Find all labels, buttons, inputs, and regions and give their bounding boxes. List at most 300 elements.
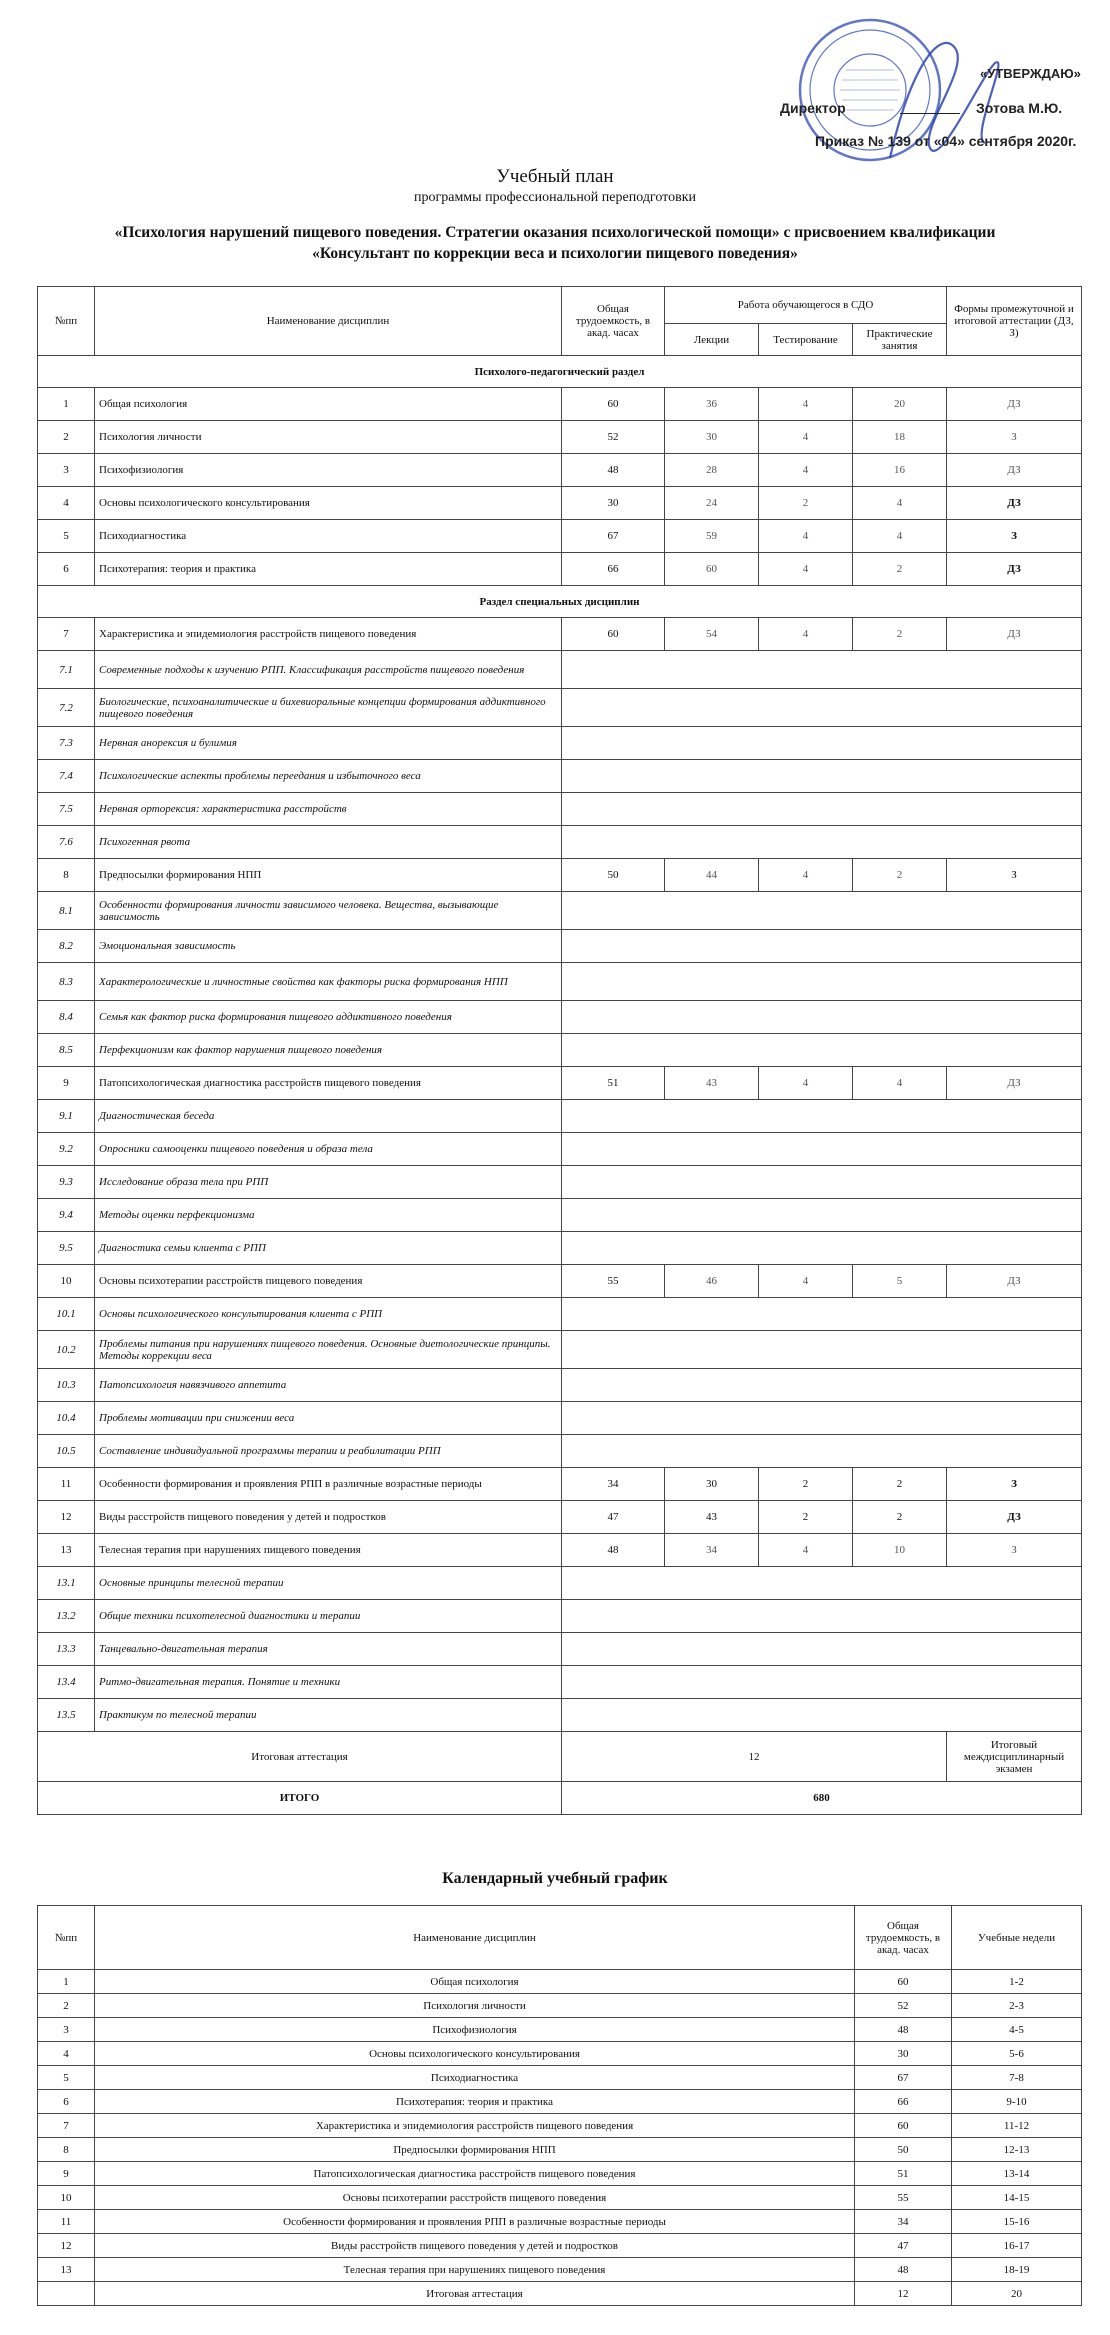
- row-name: Виды расстройств пищевого поведения у детей и подростков: [95, 1501, 562, 1534]
- subrow-num: 13.1: [38, 1567, 95, 1600]
- row-practice: 4: [853, 1067, 947, 1100]
- subrow-num: 13.2: [38, 1600, 95, 1633]
- table-row: [38, 553, 1082, 586]
- subrow-name: Патопсихология навязчивого аппетита: [95, 1369, 562, 1402]
- row-practice: 2: [853, 618, 947, 651]
- subrow-empty: [562, 651, 1082, 689]
- row-lectures: 54: [665, 618, 759, 651]
- sched-weeks: 9-10: [952, 2090, 1082, 2114]
- row-practice: 4: [853, 487, 947, 520]
- subrow-empty: [562, 826, 1082, 859]
- row-form: З: [947, 1534, 1082, 1567]
- sched-hours: 52: [855, 1994, 952, 2018]
- table-subrow: [38, 930, 1082, 963]
- row-name: Психодиагностика: [95, 520, 562, 553]
- subrow-name: Нервная орторексия: характеристика расстройств: [95, 793, 562, 826]
- subrow-empty: [562, 1331, 1082, 1369]
- subrow-num: 10.2: [38, 1331, 95, 1369]
- schedule-table: [37, 1905, 1082, 2306]
- table-row: [38, 1970, 1082, 1994]
- subrow-empty: [562, 1232, 1082, 1265]
- row-num: 11: [38, 1468, 95, 1501]
- row-form: ДЗ: [947, 1265, 1082, 1298]
- row-name: Основы психологического консультирования: [95, 487, 562, 520]
- subrow-name: Исследование образа тела при РПП: [95, 1166, 562, 1199]
- row-lectures: 44: [665, 859, 759, 892]
- subrow-num: 9.3: [38, 1166, 95, 1199]
- sched-weeks: 20: [952, 2282, 1082, 2306]
- row-num: 8: [38, 859, 95, 892]
- row-form: ДЗ: [947, 454, 1082, 487]
- table-row: [38, 1501, 1082, 1534]
- subrow-num: 7.2: [38, 689, 95, 727]
- row-name: Патопсихологическая диагностика расстройств пищевого поведения: [95, 1067, 562, 1100]
- col-num: №пп: [38, 287, 95, 356]
- row-testing: 2: [759, 1468, 853, 1501]
- subrow-name: Танцевально-двигательная терапия: [95, 1633, 562, 1666]
- row-name: Особенности формирования и проявления РПП в различные возрастные периоды: [95, 1468, 562, 1501]
- page-subtitle: программы профессиональной переподготовки: [414, 190, 696, 205]
- row-testing: 2: [759, 1501, 853, 1534]
- table-row: [38, 2186, 1082, 2210]
- subrow-name: Современные подходы к изучению РПП. Классификация расстройств пищевого поведения: [95, 651, 562, 689]
- sched-hours: 60: [855, 2114, 952, 2138]
- table-row: [38, 2234, 1082, 2258]
- subrow-empty: [562, 892, 1082, 930]
- row-total: 60: [562, 618, 665, 651]
- table-row: [38, 2162, 1082, 2186]
- row-num: 6: [38, 553, 95, 586]
- table-subrow: [38, 1133, 1082, 1166]
- subrow-num: 10.5: [38, 1435, 95, 1468]
- subrow-num: 9.5: [38, 1232, 95, 1265]
- subrow-name: Диагностическая беседа: [95, 1100, 562, 1133]
- row-num: 7: [38, 618, 95, 651]
- final-attestation-form: Итоговый междисциплинарный экзамен: [947, 1732, 1082, 1782]
- row-name: Психология личности: [95, 421, 562, 454]
- sched-name: Телесная терапия при нарушениях пищевого поведения: [95, 2258, 855, 2282]
- sched-name: Итоговая аттестация: [95, 2282, 855, 2306]
- subrow-num: 8.3: [38, 963, 95, 1001]
- subrow-name: Диагностика семьи клиента с РПП: [95, 1232, 562, 1265]
- director-name: Зотова М.Ю.: [976, 100, 1063, 116]
- subrow-name: Проблемы мотивации при снижении веса: [95, 1402, 562, 1435]
- sched-name: Психотерапия: теория и практика: [95, 2090, 855, 2114]
- table-subrow: [38, 1666, 1082, 1699]
- sched-weeks: 11-12: [952, 2114, 1082, 2138]
- col-practice: Практические занятия: [853, 324, 947, 356]
- row-lectures: 60: [665, 553, 759, 586]
- table-row: [38, 1534, 1082, 1567]
- row-practice: 10: [853, 1534, 947, 1567]
- row-testing: 4: [759, 520, 853, 553]
- row-form: ДЗ: [947, 553, 1082, 586]
- sched-weeks: 4-5: [952, 2018, 1082, 2042]
- sched-col-name: Наименование дисциплин: [95, 1906, 855, 1970]
- sched-col-num: №пп: [38, 1906, 95, 1970]
- sched-num: 10: [38, 2186, 95, 2210]
- table-subrow: [38, 651, 1082, 689]
- table-subrow: [38, 1199, 1082, 1232]
- table-subrow: [38, 1166, 1082, 1199]
- subrow-num: 7.6: [38, 826, 95, 859]
- director-label: Директор: [780, 100, 846, 116]
- table-subrow: [38, 1232, 1082, 1265]
- subrow-num: 9.1: [38, 1100, 95, 1133]
- row-total: 66: [562, 553, 665, 586]
- sched-name: Психология личности: [95, 1994, 855, 2018]
- table-row: [38, 421, 1082, 454]
- row-practice: 16: [853, 454, 947, 487]
- row-lectures: 34: [665, 1534, 759, 1567]
- subrow-empty: [562, 1666, 1082, 1699]
- table-row: [38, 2090, 1082, 2114]
- table-row: [38, 2282, 1082, 2306]
- row-form: З: [947, 1468, 1082, 1501]
- row-lectures: 46: [665, 1265, 759, 1298]
- table-row: [38, 1468, 1082, 1501]
- subrow-num: 8.5: [38, 1034, 95, 1067]
- subrow-name: Основные принципы телесной терапии: [95, 1567, 562, 1600]
- subrow-name: Психологические аспекты проблемы переедания и избыточного веса: [95, 760, 562, 793]
- row-lectures: 43: [665, 1501, 759, 1534]
- row-testing: 4: [759, 618, 853, 651]
- subrow-empty: [562, 1567, 1082, 1600]
- row-lectures: 30: [665, 1468, 759, 1501]
- row-practice: 20: [853, 388, 947, 421]
- final-attestation-hours: 12: [562, 1732, 947, 1782]
- row-total: 55: [562, 1265, 665, 1298]
- table-subrow: [38, 793, 1082, 826]
- table-row: [38, 618, 1082, 651]
- table-row: [38, 2138, 1082, 2162]
- subrow-num: 7.5: [38, 793, 95, 826]
- section-heading: Раздел специальных дисциплин: [38, 586, 1082, 618]
- sched-hours: 34: [855, 2210, 952, 2234]
- table-subrow: [38, 760, 1082, 793]
- table-subrow: [38, 689, 1082, 727]
- sched-hours: 51: [855, 2162, 952, 2186]
- sched-hours: 50: [855, 2138, 952, 2162]
- row-num: 10: [38, 1265, 95, 1298]
- program-title-line2: «Консультант по коррекции веса и психологии пищевого поведения»: [312, 245, 798, 262]
- row-num: 12: [38, 1501, 95, 1534]
- col-work-group: Работа обучающегося в СДО: [665, 287, 947, 324]
- row-name: Характеристика и эпидемиология расстройств пищевого поведения: [95, 618, 562, 651]
- table-subrow: [38, 892, 1082, 930]
- sched-name: Основы психологического консультирования: [95, 2042, 855, 2066]
- subrow-empty: [562, 1298, 1082, 1331]
- sched-num: 12: [38, 2234, 95, 2258]
- subrow-num: 9.4: [38, 1199, 95, 1232]
- final-attestation-label: Итоговая аттестация: [38, 1732, 562, 1782]
- table-subrow: [38, 1001, 1082, 1034]
- sched-num: 11: [38, 2210, 95, 2234]
- table-subrow: [38, 1331, 1082, 1369]
- table-subrow: [38, 963, 1082, 1001]
- subrow-name: Методы оценки перфекционизма: [95, 1199, 562, 1232]
- subrow-empty: [562, 930, 1082, 963]
- row-lectures: 30: [665, 421, 759, 454]
- subrow-name: Особенности формирования личности зависимого человека. Вещества, вызывающие зависимость: [95, 892, 562, 930]
- row-practice: 4: [853, 520, 947, 553]
- table-row: [38, 2114, 1082, 2138]
- table-row: [38, 2258, 1082, 2282]
- subrow-num: 8.2: [38, 930, 95, 963]
- subrow-empty: [562, 963, 1082, 1001]
- row-total: 51: [562, 1067, 665, 1100]
- sched-weeks: 12-13: [952, 2138, 1082, 2162]
- table-row: [38, 487, 1082, 520]
- signature-line: [900, 113, 960, 114]
- subrow-num: 10.1: [38, 1298, 95, 1331]
- sched-hours: 55: [855, 2186, 952, 2210]
- table-subrow: [38, 1369, 1082, 1402]
- table-row: [38, 2066, 1082, 2090]
- subrow-num: 13.5: [38, 1699, 95, 1732]
- row-lectures: 36: [665, 388, 759, 421]
- sched-weeks: 15-16: [952, 2210, 1082, 2234]
- row-total: 47: [562, 1501, 665, 1534]
- sched-name: Предпосылки формирования НПП: [95, 2138, 855, 2162]
- subrow-name: Эмоциональная зависимость: [95, 930, 562, 963]
- row-total: 48: [562, 1534, 665, 1567]
- sched-col-total: Общая трудоемкость, в акад. часах: [855, 1906, 952, 1970]
- subrow-empty: [562, 1633, 1082, 1666]
- row-total: 50: [562, 859, 665, 892]
- subrow-empty: [562, 689, 1082, 727]
- sched-num: 1: [38, 1970, 95, 1994]
- subrow-name: Основы психологического консультирования клиента с РПП: [95, 1298, 562, 1331]
- row-form: З: [947, 859, 1082, 892]
- row-practice: 2: [853, 859, 947, 892]
- order-text: Приказ № 139 от «04» сентября 2020г.: [815, 133, 1077, 149]
- sched-hours: 47: [855, 2234, 952, 2258]
- curriculum-table: [37, 286, 1082, 1815]
- program-title: [0, 222, 1110, 264]
- row-num: 5: [38, 520, 95, 553]
- sched-hours: 67: [855, 2066, 952, 2090]
- table-row: [38, 859, 1082, 892]
- table-subrow: [38, 1034, 1082, 1067]
- sched-num: 6: [38, 2090, 95, 2114]
- row-form: ДЗ: [947, 1501, 1082, 1534]
- row-testing: 2: [759, 487, 853, 520]
- sched-hours: 60: [855, 1970, 952, 1994]
- sched-num: 7: [38, 2114, 95, 2138]
- row-num: 3: [38, 454, 95, 487]
- row-testing: 4: [759, 388, 853, 421]
- subrow-name: Составление индивидуальной программы терапии и реабилитации РПП: [95, 1435, 562, 1468]
- subrow-num: 13.3: [38, 1633, 95, 1666]
- subrow-name: Опросники самооценки пищевого поведения и образа тела: [95, 1133, 562, 1166]
- table-subrow: [38, 1633, 1082, 1666]
- subrow-empty: [562, 1600, 1082, 1633]
- sched-num: 4: [38, 2042, 95, 2066]
- row-name: Психофизиология: [95, 454, 562, 487]
- subrow-name: Семья как фактор риска формирования пищевого аддиктивного поведения: [95, 1001, 562, 1034]
- sched-hours: 30: [855, 2042, 952, 2066]
- row-num: 9: [38, 1067, 95, 1100]
- row-testing: 4: [759, 1265, 853, 1298]
- row-name: Психотерапия: теория и практика: [95, 553, 562, 586]
- table-row: [38, 2210, 1082, 2234]
- row-total: 52: [562, 421, 665, 454]
- subrow-empty: [562, 1699, 1082, 1732]
- subrow-name: Психогенная рвота: [95, 826, 562, 859]
- row-testing: 4: [759, 1067, 853, 1100]
- final-attestation-row: [38, 1732, 1082, 1782]
- row-practice: 18: [853, 421, 947, 454]
- row-form: З: [947, 421, 1082, 454]
- sched-name: Основы психотерапии расстройств пищевого поведения: [95, 2186, 855, 2210]
- row-lectures: 59: [665, 520, 759, 553]
- table-subrow: [38, 1699, 1082, 1732]
- subrow-num: 10.4: [38, 1402, 95, 1435]
- sched-weeks: 16-17: [952, 2234, 1082, 2258]
- sched-num: 2: [38, 1994, 95, 2018]
- table-row: [38, 520, 1082, 553]
- table-subrow: [38, 1298, 1082, 1331]
- sched-weeks: 18-19: [952, 2258, 1082, 2282]
- row-name: Предпосылки формирования НПП: [95, 859, 562, 892]
- row-form: ДЗ: [947, 487, 1082, 520]
- subrow-num: 9.2: [38, 1133, 95, 1166]
- table-subrow: [38, 1100, 1082, 1133]
- row-num: 2: [38, 421, 95, 454]
- sched-num: 3: [38, 2018, 95, 2042]
- sched-weeks: 14-15: [952, 2186, 1082, 2210]
- sched-weeks: 2-3: [952, 1994, 1082, 2018]
- row-num: 4: [38, 487, 95, 520]
- sched-name: Психодиагностика: [95, 2066, 855, 2090]
- row-testing: 4: [759, 553, 853, 586]
- total-row: [38, 1782, 1082, 1815]
- sched-name: Характеристика и эпидемиология расстройств пищевого поведения: [95, 2114, 855, 2138]
- row-total: 30: [562, 487, 665, 520]
- row-total: 67: [562, 520, 665, 553]
- schedule-title: Календарный учебный график: [442, 1870, 668, 1887]
- table-row: [38, 388, 1082, 421]
- table-row: [38, 2018, 1082, 2042]
- table-subrow: [38, 826, 1082, 859]
- subrow-num: 8.4: [38, 1001, 95, 1034]
- table-subrow: [38, 1567, 1082, 1600]
- subrow-num: 7.1: [38, 651, 95, 689]
- row-name: Телесная терапия при нарушениях пищевого поведения: [95, 1534, 562, 1567]
- row-total: 60: [562, 388, 665, 421]
- sched-name: Патопсихологическая диагностика расстройств пищевого поведения: [95, 2162, 855, 2186]
- row-num: 1: [38, 388, 95, 421]
- row-form: З: [947, 520, 1082, 553]
- table-row: [38, 1994, 1082, 2018]
- subrow-num: 7.3: [38, 727, 95, 760]
- row-lectures: 24: [665, 487, 759, 520]
- subrow-empty: [562, 1369, 1082, 1402]
- subrow-name: Общие техники психотелесной диагностики и терапии: [95, 1600, 562, 1633]
- sched-hours: 66: [855, 2090, 952, 2114]
- subrow-empty: [562, 793, 1082, 826]
- subrow-empty: [562, 1034, 1082, 1067]
- subrow-empty: [562, 1133, 1082, 1166]
- col-lectures: Лекции: [665, 324, 759, 356]
- subrow-empty: [562, 1100, 1082, 1133]
- subrow-empty: [562, 1199, 1082, 1232]
- approval-block: [770, 8, 1100, 188]
- row-testing: 4: [759, 454, 853, 487]
- subrow-empty: [562, 727, 1082, 760]
- row-testing: 4: [759, 859, 853, 892]
- row-name: Общая психология: [95, 388, 562, 421]
- sched-name: Общая психология: [95, 1970, 855, 1994]
- row-form: ДЗ: [947, 1067, 1082, 1100]
- col-name: Наименование дисциплин: [95, 287, 562, 356]
- sched-weeks: 1-2: [952, 1970, 1082, 1994]
- col-total: Общая трудоемкость, в акад. часах: [562, 287, 665, 356]
- sched-hours: 12: [855, 2282, 952, 2306]
- table-subrow: [38, 727, 1082, 760]
- table-subrow: [38, 1600, 1082, 1633]
- program-title-line1: «Психология нарушений пищевого поведения. Стратегии оказания психологической помощи» с присвоением квалификации: [114, 224, 996, 241]
- sched-num: [38, 2282, 95, 2306]
- subrow-name: Биологические, психоаналитические и бихевиоральные концепции формирования аддиктивного пищевого поведения: [95, 689, 562, 727]
- sched-name: Виды расстройств пищевого поведения у детей и подростков: [95, 2234, 855, 2258]
- subrow-name: Проблемы питания при нарушениях пищевого поведения. Основные диетологические принципы. Методы коррекции веса: [95, 1331, 562, 1369]
- row-total: 34: [562, 1468, 665, 1501]
- row-total: 48: [562, 454, 665, 487]
- sched-name: Психофизиология: [95, 2018, 855, 2042]
- sched-weeks: 5-6: [952, 2042, 1082, 2066]
- section-heading: Психолого-педагогический раздел: [38, 356, 1082, 388]
- row-lectures: 28: [665, 454, 759, 487]
- subrow-empty: [562, 1001, 1082, 1034]
- table-subrow: [38, 1402, 1082, 1435]
- table-row: [38, 2042, 1082, 2066]
- table-subrow: [38, 1435, 1082, 1468]
- sched-num: 5: [38, 2066, 95, 2090]
- sched-col-weeks: Учебные недели: [952, 1906, 1082, 1970]
- subrow-name: Практикум по телесной терапии: [95, 1699, 562, 1732]
- seal-stamp-icon: [770, 8, 1100, 188]
- subrow-empty: [562, 1166, 1082, 1199]
- row-name: Основы психотерапии расстройств пищевого поведения: [95, 1265, 562, 1298]
- subrow-name: Характерологические и личностные свойства как факторы риска формирования НПП: [95, 963, 562, 1001]
- row-form: ДЗ: [947, 388, 1082, 421]
- row-lectures: 43: [665, 1067, 759, 1100]
- subrow-empty: [562, 1402, 1082, 1435]
- row-practice: 2: [853, 553, 947, 586]
- sched-hours: 48: [855, 2258, 952, 2282]
- table-row: [38, 1265, 1082, 1298]
- row-practice: 5: [853, 1265, 947, 1298]
- sched-num: 13: [38, 2258, 95, 2282]
- table-row: [38, 1067, 1082, 1100]
- subrow-empty: [562, 1435, 1082, 1468]
- approve-label: «УТВЕРЖДАЮ»: [980, 66, 1081, 81]
- sched-weeks: 7-8: [952, 2066, 1082, 2090]
- row-num: 13: [38, 1534, 95, 1567]
- subrow-name: Нервная анорексия и булимия: [95, 727, 562, 760]
- sched-weeks: 13-14: [952, 2162, 1082, 2186]
- subrow-name: Ритмо-двигательная терапия. Понятие и техники: [95, 1666, 562, 1699]
- subrow-empty: [562, 760, 1082, 793]
- row-form: ДЗ: [947, 618, 1082, 651]
- col-forms: Формы промежуточной и итоговой аттестации (ДЗ, З): [947, 287, 1082, 356]
- col-testing: Тестирование: [759, 324, 853, 356]
- subrow-num: 8.1: [38, 892, 95, 930]
- table-row: [38, 454, 1082, 487]
- subrow-num: 13.4: [38, 1666, 95, 1699]
